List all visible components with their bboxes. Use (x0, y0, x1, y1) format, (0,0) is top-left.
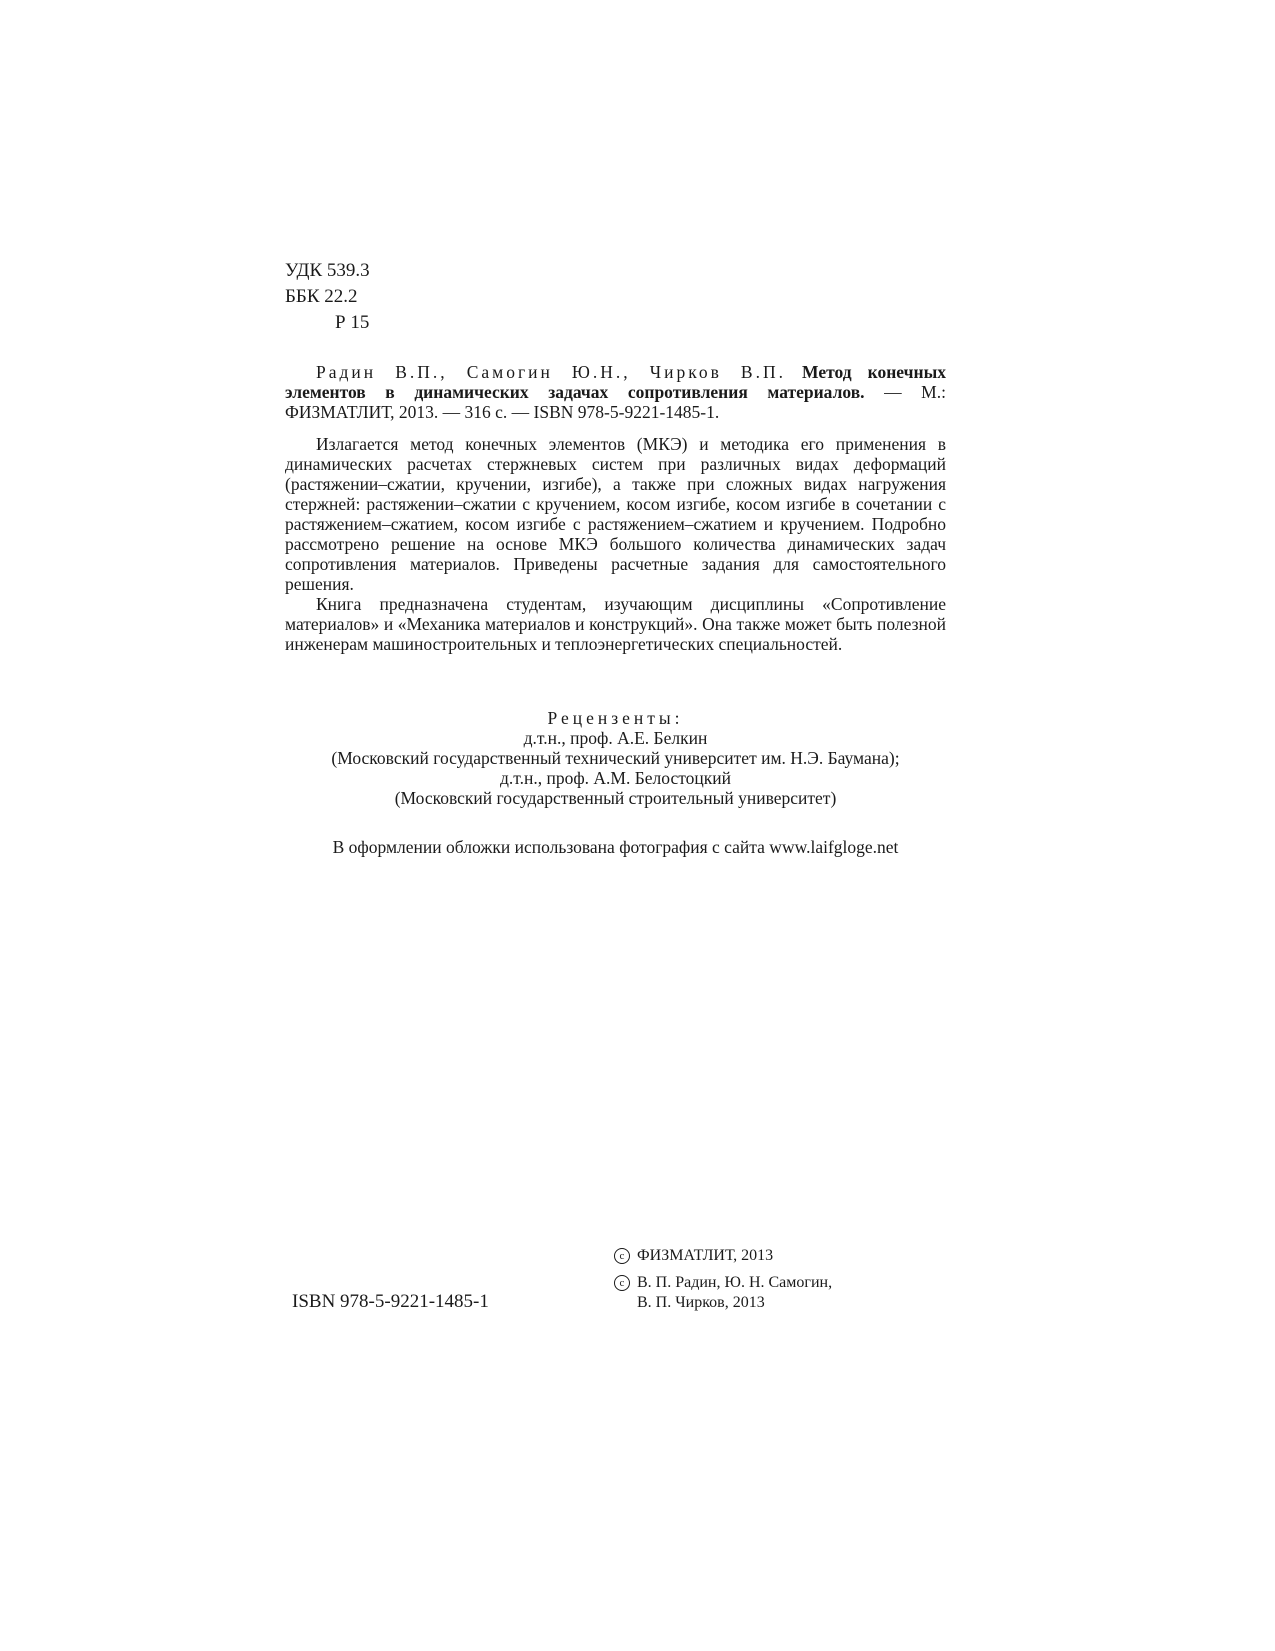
reviewer-affiliation: (Московский государственный строительный университет) (394, 788, 837, 808)
bbk-code: ББК 22.2 (285, 286, 358, 307)
copyright-icon: c (614, 1248, 630, 1264)
copyright-entry (614, 1246, 832, 1266)
reviewer-affiliation: (Московский государственный технический университет им. Н.Э. Баумана); (331, 748, 900, 768)
cover-credit: В оформлении обложки использована фотография с сайта www.laifgloge.net (332, 837, 899, 857)
classification-block (285, 258, 370, 336)
copyright-icon: c (614, 1275, 630, 1291)
copyright-entry (614, 1273, 832, 1313)
annotation-paragraph: Книга предназначена студентам, изучающим дисциплины «Сопротивление материалов» и «Механика материалов и конструкций». Она также может быть полезной инженерам машиностроительных и теплоэнергетических специальностей. (285, 594, 946, 654)
author-mark: Р 15 (335, 312, 370, 333)
copyright-holder-cont: В. П. Чирков, 2013 (637, 1294, 765, 1311)
copyright-block (614, 1246, 832, 1320)
udk-code: УДК 539.3 (285, 260, 370, 281)
copyright-holder: В. П. Радин, Ю. Н. Самогин, (637, 1274, 833, 1291)
copyright-holder: ФИЗМАТЛИТ, 2013 (637, 1247, 774, 1264)
reviewers-block (285, 708, 946, 808)
bibliographic-record (285, 362, 946, 422)
reviewer-line: д.т.н., проф. А.М. Белостоцкий (499, 768, 732, 788)
record-imprint: — М.: ФИЗМАТЛИТ, 2013. — 316 с. — ISBN 978-5-9221-1485-1. (285, 382, 946, 422)
record-authors: Радин В.П., Самогин Ю.Н., Чирков В.П. (316, 362, 786, 382)
reviewer-line: д.т.н., проф. А.Е. Белкин (523, 728, 708, 748)
bibliographic-block (285, 362, 946, 654)
record-title: Метод конечных элементов в динамических задачах сопротивления материалов. (285, 362, 946, 402)
annotation-paragraph: Излагается метод конечных элементов (МКЭ) и методика его применения в динамических расчетах стержневых систем при различных видах деформаций (растяжении–сжатии, кручении, изгибе), а также при сложных видах нагружения стержней: растяжении–сжатии с кручением, косом изгибе, косом изгибе в сочетании с растяжением–сжатием, косом изгибе с растяжением–сжатием и кручением. Подробно рассмотрено решение на основе МКЭ большого количества динамических задач сопротивления материалов. Приведены расчетные задания для самостоятельного решения. (285, 434, 946, 594)
isbn-number: ISBN 978-5-9221-1485-1 (292, 1291, 489, 1312)
reviewers-heading: Рецензенты: (547, 708, 684, 728)
